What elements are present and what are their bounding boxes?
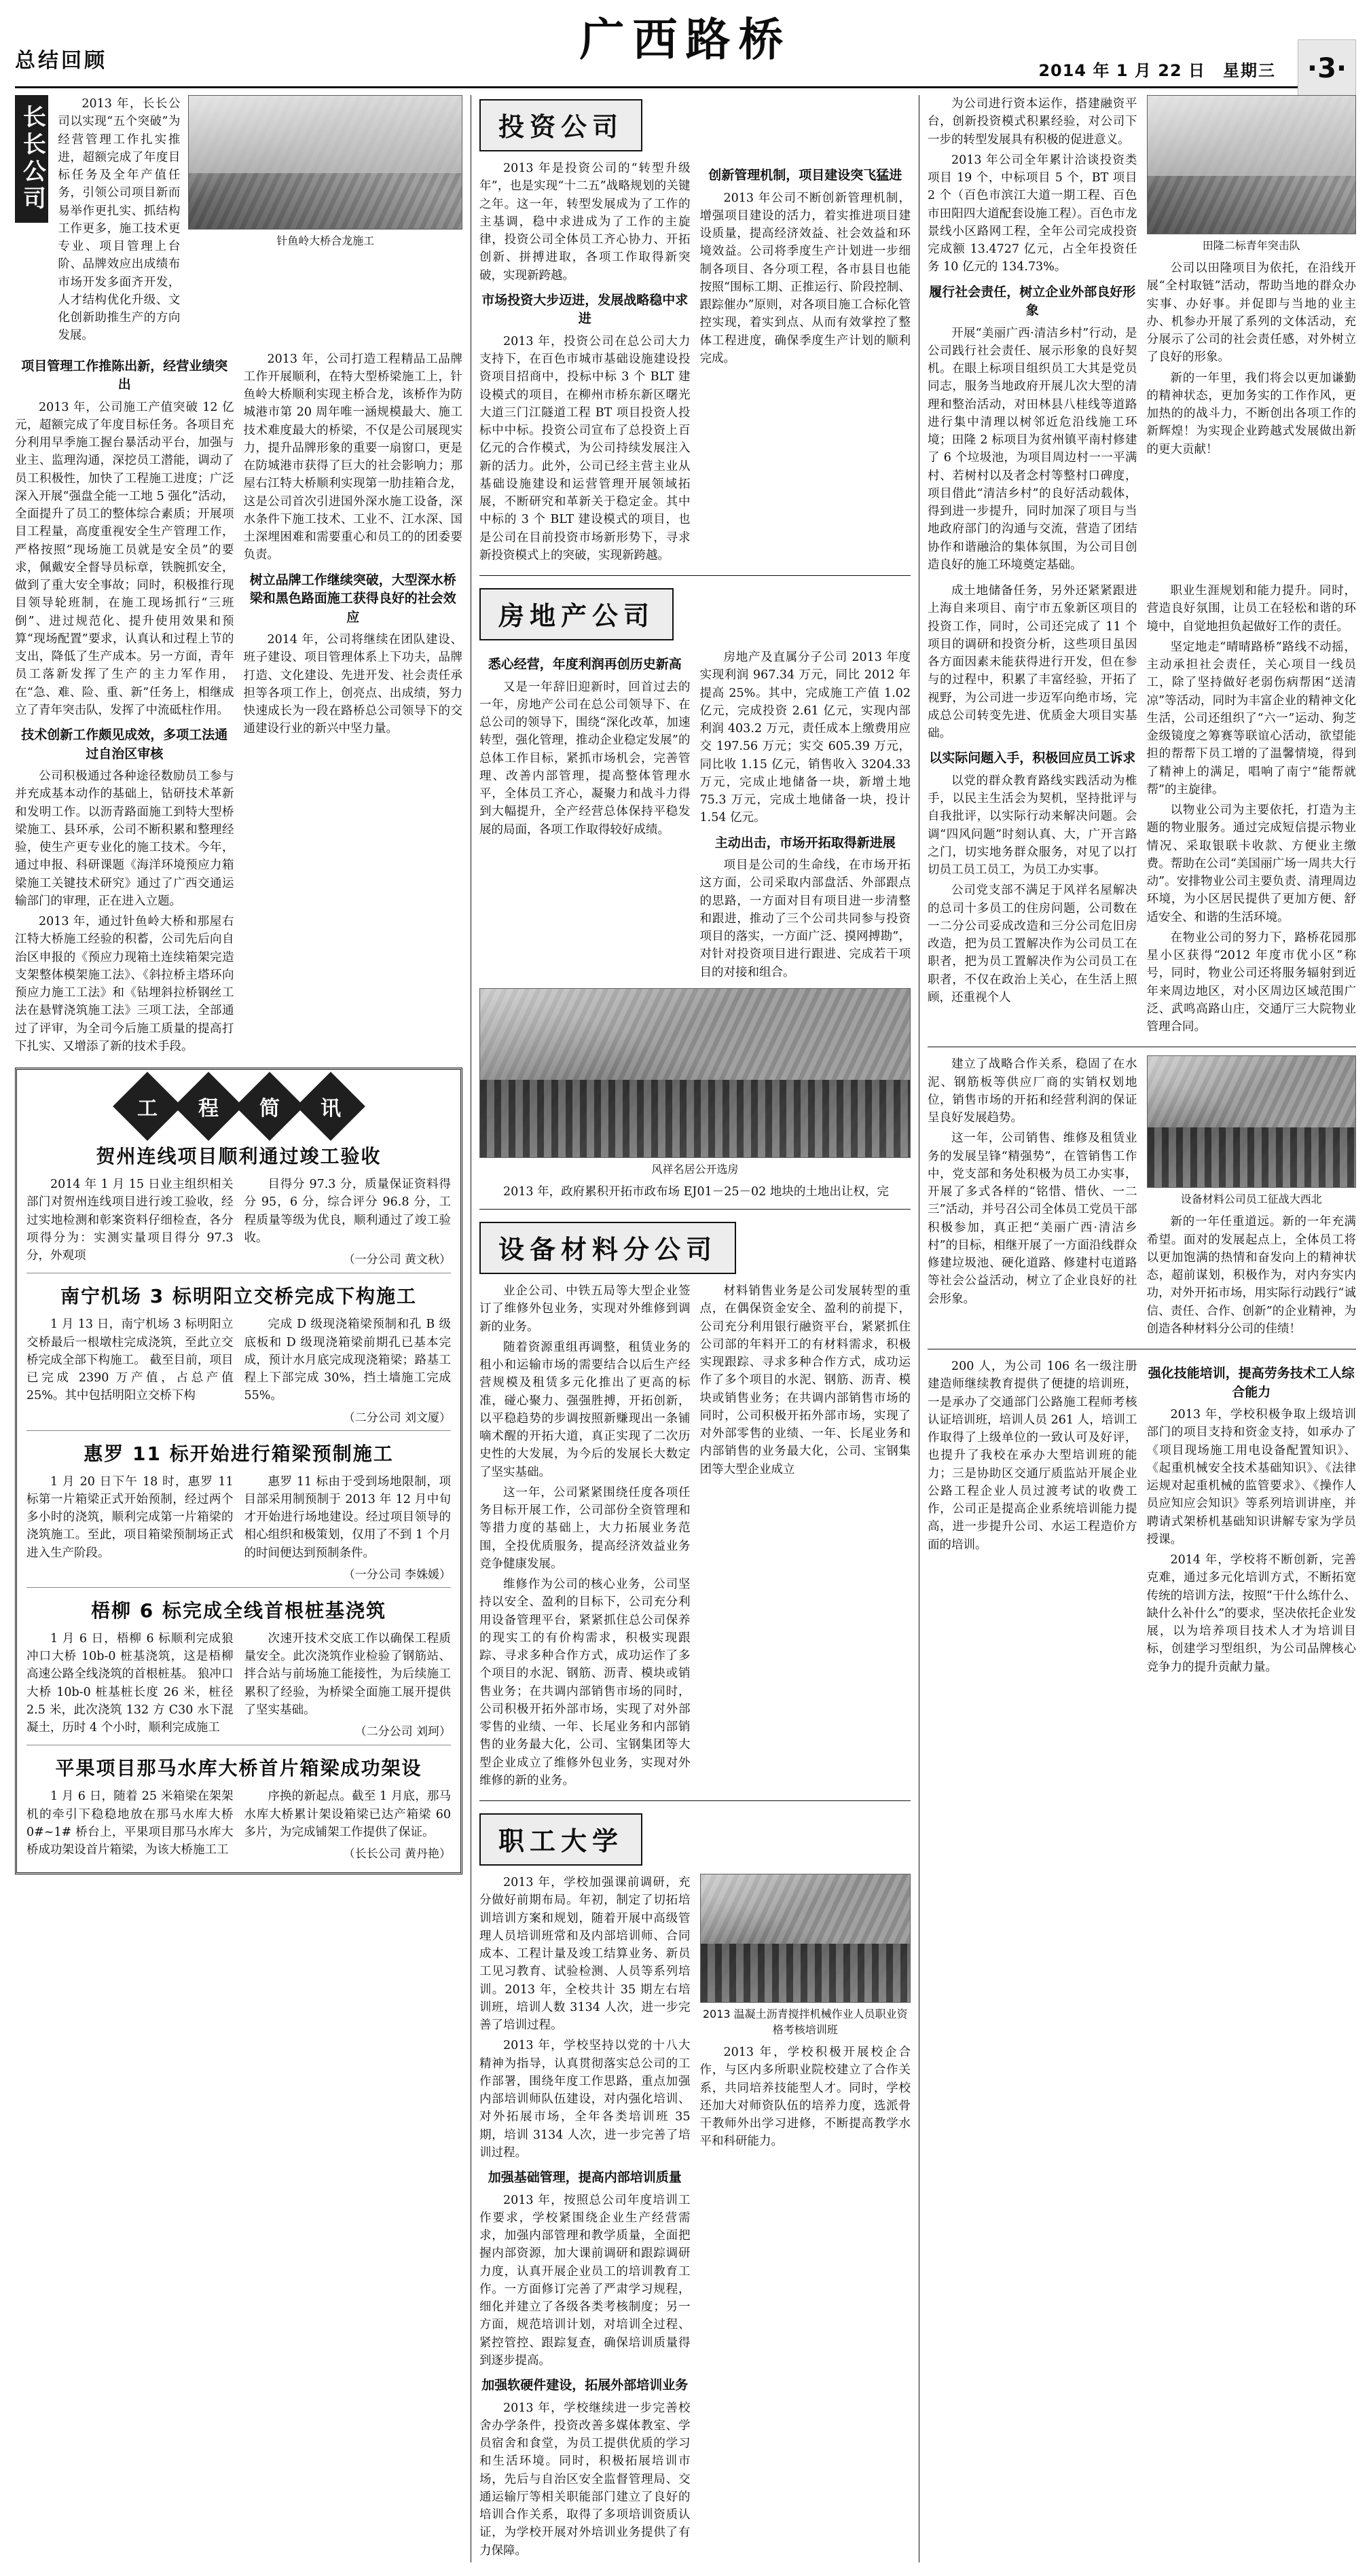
- column-1: [15, 95, 471, 2562]
- brief-headline: 梧柳 6 标完成全线首根桩基浇筑: [91, 1599, 386, 1622]
- heading-software-hardware: 加强软硬件建设，拓展外部培训业务: [481, 2378, 689, 2393]
- brief-title-char-4: [296, 1072, 365, 1141]
- heading-project-management: 项目管理工作推陈出新，经营业绩突出: [21, 358, 228, 393]
- para-c3-5: 新的一年里，我们将会以更加谦勤的精神状态，更加务实的工作作风，更加热的的战斗力，不断创出各项工作的新辉煌！为实现企业跨越式发展做出新的更大贡献！: [1146, 371, 1356, 456]
- brief-char-3-text: 简: [259, 1097, 280, 1121]
- photo-zhenyuling-bridge: [188, 95, 462, 230]
- engineering-briefs-box: [15, 1068, 462, 1874]
- para-c3-14: 这一年，公司销售、维修及租赁业务的发展呈锋“精强势”，在管销售工作中，党支部和务处积极为员工办实事，开展了多式各样的“铭惜、惜伙、一二三”活动，并号召公司全体员工党员干部积极参加，真正把“美丽广西·清洁乡村”的目标，相继开展了一方面沿线群众修建垃圾池、硬化道路、修建村屯道路等社会公益活动，树立了企业良好的社会形象。: [928, 1131, 1137, 1306]
- para-c2-3: 2013 年公司不断创新管理机制，增强项目建设的活力，着实推进项目建设质量，提高经济效益、社会效益和环境效益。公司将季度生产计划进一步细制各项目、各分项工程，各市县目也能按照“围标工期、正推运行、阶段控制、跟踪催办”原则，对各项目施工合标化管控实现，着实到点、从而有效掌控了整体工程进度，确保季度生产计划的顺利完成。: [699, 191, 911, 365]
- para-c2-10: 这一年，公司紧紧围绕任度各项任务目标开展工作，公司部份全资管理和等措力度的基础上，大力拓展业务范围，全投优质服务，提高经济效益业务竞争健康发展。: [479, 1485, 691, 1571]
- heading-market-investment: 市场投资大步迈进，发展战略稳中求进: [481, 292, 689, 327]
- col1-sub-b: [244, 350, 463, 1059]
- section-heading-equipment: 设备材料分公司: [479, 1222, 736, 1274]
- brief-text-left: 2014 年 1 月 15 日业主组织相关部门对贺州连线项目进行竣工验收，经过实地检测和彰案资料仔细检查，各分项得分为：实测实量项目得分 97.3 分，外观项: [26, 1178, 234, 1263]
- para-c2-16: 2013 年，学校继续进一步完善校舍办学条件，投资改善多媒体教室、学员宿舍和食堂，为员工提供优质的学习和生活环境。同时，积极拓展培训市场，先后与自治区安全监督管理局、交通运输厅等相关职能部门建立了良好的培训合作关系，取得了多项培训资质认证，为学校开展对外培训业务提供了有力保障。: [479, 2401, 691, 2558]
- brief-byline: （一分公司 黄文秋）: [343, 1253, 451, 1267]
- page-number: ·3·: [1298, 39, 1356, 98]
- col2-sub-a: [479, 160, 691, 567]
- brief-item: [26, 1596, 451, 1740]
- para-c3-17: 2013 年，学校积极争取上级培训部门的项目支持和资金支持，如承办了《项目现场施工用电设备配置知识》、《起重机械安全技术基础知识》、《法律运规对起重机械的监管要求》、《操作人员应知应会知识》等系列培训讲座，并聘请式架桥机基础知识讲解专家为学员授课。: [1146, 1408, 1356, 1546]
- para-c2-2: 2013 年，投资公司在总公司大力支持下，在百色市城市基础设施建设投资项目招商中，投标中标 3 个 BLT 建设模式的项目，在柳州市桥东新区曙光大道三门江隧道工程 BT 项目投资人投标中中标。投资公司宣布了总投资上百亿元的合作模式，为公司持续发展注入新的活力。此外，公司已经主营主业从基础设施建设和运营管理开展领域拓展，不断研究和革新关于稳定金。其中中标的 3 个 BLT 建设模式的项目，也是公司在目前投资市场新形势下，寻求新投资模式上的突破，实现新跨越。: [479, 334, 691, 562]
- col3-sub-b: [1147, 95, 1357, 577]
- para-c2-13: 2013 年，学校加强课前调研，充分做好前期布局。年初，制定了切拓培训培训方案和规划，随着开展中高级管理人员培训班常和及内部培训师、合同成本、工程计量及竣工结算业务、新员工见习教育、试验检测、人员等系列培训。2013 年，全校共计 35 期左右培训班，培训人数 3134 人次，进一步完善了培训过程。: [479, 1876, 691, 2033]
- masthead-section-label: 总结回顾: [15, 49, 107, 73]
- col3-sub-g: [928, 1358, 1137, 1679]
- para-c3-2: 2013 年公司全年累计洽谈投资类项目 19 个，中标项目 5 个，BT 项目 2 个（百色市滨江大道一期工程、百色市田阳四大道配套设施工程）。百色市龙景线小区路网工程，全年公司完成投资完成额 13.4727 亿元，占全年投资任务 10 亿元的 134.73%。: [928, 153, 1137, 274]
- column-2: [471, 95, 919, 2562]
- brief-title-char-3: [235, 1072, 304, 1141]
- para-c1-5: 2014 年，公司将继续在团队建设、班子建设、项目管理体系上下功夫，品牌打造、文化建设、先进开发、社会责任承担等各项工作上，创亮点、出成绩，努力快速成长为一段在路桥总公司领导下的交通建设行业的新兴中坚力量。: [243, 633, 462, 736]
- para-c2-8: 业企公司、中铁五局等大型企业签订了维修外包业务，实现对外维修到调新的业务。: [479, 1284, 691, 1334]
- para-c3-15: 新的一年任重道远。新的一年充满希望。面对的发展起点上，全体员工将以更加饱满的热情和奋发向上的精神状态，超前谋划，积极作为，对内夯实内功，对外开拓市场，用实际行动践行“诚信、责任、合作、创新”的企业精神，为创造各种材料分公司的佳绩！: [1146, 1215, 1356, 1336]
- newspaper-title: 广西路桥: [579, 13, 792, 66]
- heading-employee-appeal: 以实际问题入手，积极回应员工诉求: [929, 750, 1136, 766]
- masthead: [15, 12, 1356, 88]
- para-c1-4: 2013 年，公司打造工程精品工品牌工作开展顺利，在特大型桥梁施工上，针鱼岭大桥顺利实现主桥合龙，该桥作为防城港市第 20 周年唯一涵规模最大、施工技术难度最大的桥梁，不仅是公司展现实力，提升品牌形象的重要一扇窗口，更是在防城港市获得了巨大的社会影响力；那屋右江特大桥顺利实现第一肋挂箱合龙，这是公司首次引进国外深水施工设备，深水条件下施工技术、工业不、江水深、国土深埋困难和需要重心和员工的的团委要负责。: [243, 352, 462, 562]
- col3-sub-c: [928, 582, 1137, 1038]
- section-heading-investment: 投资公司: [479, 99, 642, 151]
- para-c3-1: 为公司进行资本运作，搭建融资平台，创新投资模式积累经验，对公司下一步的转型发展具有积极的促进意义。: [928, 97, 1137, 147]
- column-3: [919, 95, 1356, 2562]
- photo-caption-zhenyuling: 针鱼岭大桥合龙施工: [276, 234, 375, 247]
- para-c3-7: 以党的群众教育路线实践活动为椎手，以民主生活会为契机，坚持批评与自我批评，以实际行动来解决问题。会调“四风问题”时刻认真、大，广开言路之门，切实地务群众服务，对见了以打切员工员工员工，为员工办实事。: [928, 774, 1137, 877]
- col2-sub-c: [479, 649, 691, 984]
- para-c2-17: 2013 年，学校积极开展校企合作，与区内多所职业院校建立了合作关系，共同培养技能型人才。同时，学校还加大对师资队伍的培养力度，选派骨干教师外出学习进修，不断提高教学水平和科研能力。: [699, 2046, 911, 2149]
- brief-text-right: 惠罗 11 标由于受到场地限制，项目部采用制预制于 2013 年 12 月中旬才开始进行场地建设。经过项目领导的相心组织和极策划，仅用了不到 1 个月的时间便达到预制条件。: [244, 1474, 451, 1560]
- col3-sub-a: [928, 95, 1137, 577]
- masthead-meta: [1038, 12, 1356, 98]
- page-columns: [15, 95, 1356, 2562]
- heading-social-responsibility: 履行社会责任，树立企业外部良好形象: [929, 284, 1136, 319]
- para-c3-3: 开展“美丽广西·清洁乡村”行动，是公司践行社会责任、展示形象的良好契机。在眼上标项目组织员工大其是党员同志，服务当地政府开展儿次大型的清理和整治活动，对田林县八桂线等道路进行集中清理以树邻近危沿线施工环境；田隆 2 标项目为贫州镇平南村修建了 6 个垃圾池，为项目周边村一一平满村、若树村以及者念村等整村口碑度，项目借此“清洁乡村”的良好活动载体，得到进一步提升，同时加深了项目与当地政府部门的沟通与交流，营造了团结协作和谐融洽的集体氛围，为公司目创造良好的施工环境奠定基础。: [928, 326, 1137, 572]
- photo-training-class: [700, 1874, 911, 2003]
- para-c2-6: 项目是公司的生命线，在市场开拓这方面，公司采取内部盘活、外部跟点的思路，一方面对目有项目进一步清整和跟进，推动了三个公司共同参与投资项目的落实，一方面广泛、摸网搏勘”，对针对投资项目进行跟进、完成若干项目的对接和组合。: [699, 858, 911, 979]
- section-heading-realestate: 房地产公司: [479, 588, 674, 640]
- brief-char-1-text: 工: [136, 1097, 158, 1121]
- para-c1-2: 公司积极通过各种途径数励员工参与并充成基本动作的基础上，钻研技术革新和发明工作。以沥青路面施工到特大型桥梁施工、县环承，公司不断积累和整理经验，使生产更专业化的施工技术。今年，通过申报、科研课题《海洋环境预应力箱梁施工关键技术研究》通过了广西交通运输部门的审理，正在进入立题。: [15, 769, 234, 908]
- para-c2-11: 维修作为公司的核心业务，公司坚持以安全、盈利的目标下，公司充分利用设备管理平台，紧紧抓住总公司保养的现实工的有价构需求，积极实现跟踪、寻求多种合作方式，成功运作了多个项目的水泥、钢筋、沥青、模块或销售业务；在共调内部销售市场的同时，公司积极开拓外部市场，实现了对外部零售的业绩、一年、长尾业务和内部销售的业务最大化，公司、宝钢集团等大型企业成立了维修外包业务，实现对外维修的新的业务。: [479, 1578, 691, 1788]
- para-c1-1: 2013 年，公司施工产值突破 12 亿元，超额完成了年度目标任务。各项目充分利用早季施工握台暴活动平台，加强与业主、监理沟通，深挖员工潜能，调动了员工积极性，加快了工程施工进度；广泛深入开展“强盘全能一工地 5 强化”活动，全面提升了员工的整体综合素质；开展项目工程量，高度重视安全生产管理工作，严格按照“现场施工员就是安全员”的要求，佩戴安全督导员标章，铁腕抓安全，做到了重大安全事故；同时，积极推行现目领导轮班制，在施工现场抓行“三班倒”、进过规范化、提升使用效果和预算“现场配置”要求，认真认和过程上节的支出，降低了生产成本。另一方面，青年员工落新发挥了生产的主力军作用，在“急、难、险、重、新”任务上，相继成立了青年突击队，发挥了中流砥柱作用。: [15, 400, 234, 717]
- brief-item: [26, 1142, 451, 1267]
- issue-date: 2014 年 1 月 22 日: [1038, 60, 1205, 80]
- brief-byline: （长长公司 黄丹艳）: [343, 1847, 451, 1862]
- brief-byline: （二分公司 刘珂）: [354, 1725, 451, 1739]
- heading-basic-management: 加强基础管理，提高内部培训质量: [488, 2170, 682, 2185]
- photo-caption-equipment: 设备材料公司员工征战大西北: [1180, 1193, 1322, 1206]
- para-c2-9: 随着资源重组再调整，租赁业务的租小和运输市场的需要结合以后生产经营规模及租赁多元化推出了更高的标准，碰心聚力、强强胜搏，开拓创新，以平稳趋势的步调按照新赚现出一条铺嘀术醒的开拓大道，真正实现了二次历史性的大发展，为今后的发展长大数定了坚实基础。: [479, 1340, 691, 1479]
- para-c3-11: 以物业公司为主要依托，打造为主题的物业服务。通过完成短信提示物业情况、采取银联卡收款、方便业主缴费。帮助在公司“美国丽广场一周共大行动”。安排物业公司主要负责、清理周边环境，为小区居民提供了更加方便、舒适安全、和谐的生活环境。: [1146, 803, 1356, 924]
- para-c3-18: 2014 年，学校将不断创新，完善克难，通过多元化培训方式，不断拓宽传统的培训方法，按照“干什么练什么、缺什么补什么”的要求，坚决依托企业发展，以为培养项目技术人才为培训目标，创建学习型组织，为公司品牌核心竞争力的提升贡献力量。: [1146, 1553, 1356, 1674]
- brief-text-left: 1 月 13 日，南宁机场 3 标明阳立交桥最后一根墩柱完成浇筑，至此立交桥完成全部下构施工。 截至目前，项目已完成 2390 万产值，占总产值 25%。其中包括明阳立交桥下构: [26, 1318, 234, 1403]
- brief-headline: 惠罗 11 标开始进行箱梁预制施工: [84, 1442, 394, 1465]
- brief-text-right: 目得分 97.3 分，质量保证资料得分 95，6 分，综合评分 96.8 分，工程质量等级为优良，顺利通过了竣工验收。: [244, 1178, 451, 1245]
- brief-char-4-text: 讯: [320, 1097, 341, 1121]
- heading-tech-innovation: 技术创新工作颇见成效，多项工法通过自治区审核: [21, 727, 228, 761]
- heading-profit-record: 悉心经营，年度利润再创历史新高: [488, 657, 682, 672]
- brief-byline: （一分公司 李姝媛）: [343, 1567, 451, 1582]
- brief-headline: 贺州连线项目顺利通过竣工验收: [96, 1145, 382, 1168]
- brief-text-left: 1 月 6 日，随着 25 米箱梁在架架机的牵引下稳稳地放在那马水库大桥 0#~1# 桥台上，平果项目那马水库大桥成功架设首片箱梁，为该大桥施工工: [26, 1790, 234, 1857]
- para-c3-6: 成土地储备任务，另外还紧紧跟进上海自来项目、南宁市五象新区项目的投资工作，同时，公司还完成了 11 个项目的调研和投资分析，这些项目虽因各方面因素未能获得进行开发，但在参与的过程中，积累了丰富经验，开拓了视野，为公司进一步迈军向绝市场，完成总公司转变先进、优质金大项目实基础。: [928, 584, 1137, 741]
- brief-title-char-1: [113, 1072, 182, 1141]
- para-c3-8: 公司党支部不满足于风祥名屋解决的总司十多员工的住房问题，公司数在一二分公司妥成改造和三分公司危旧房改造，把为员工置解决作为公司员工在职者，把为员工置解决作为公司员工在职者，不仅在政治上关心，在生活上照顾，还重视个人: [928, 884, 1137, 1004]
- brief-headline: 南宁机场 3 标明阳立交桥完成下构施工: [60, 1285, 417, 1308]
- photo-caption-training: 2013 温凝土沥青搅拌机械作业人员职业资格考核培训班: [702, 2008, 908, 2037]
- brief-text-left: 1 月 20 日下午 18 时，惠罗 11 标第一片箱梁正式开始预制，经过两个多小时的浇筑，顺利完成第一片箱梁的浇筑施工。至此，项目箱梁预制场正式进入生产阶段。: [26, 1474, 234, 1560]
- para-c3-4: 公司以田隆项目为依托，在沿线开展“全村取链”活动，帮助当地的群众办实事、办好事。并促即与当地的业主办、机参办开展了系列的文体活动，充分展示了公司的社会责任感，对外树立了良好的形象。: [1146, 261, 1356, 365]
- col1-sub-a: [15, 350, 234, 1059]
- para-c3-10: 坚定地走“晴晴路桥”路线不动摇，主动承担社会责任，关心项目一线员工，除了坚持做好老弱伤病帮困“送清凉”等活动，同时为丰富企业的精神文化生活，公司还组织了“六一”运动、狗芝金级镜度之筹赛等联谊心活动，欲望能担的帮帮下员工增的了温馨情境，得到了精神上的满足，唱响了南宁“能帮就帮”的主旋律。: [1146, 640, 1356, 797]
- article-lead: 2013 年，长长公司以实现“五个突破”为经营管理工作扎实推进，超额完成了年度目标任务及全年产值任务，引领公司项目新而易举作更扎实、抓结构工作更多，施工技术更专业、项目管理上台阶、品牌效应出成绩布市场开发多面齐开发，人才结构优化升级、文化创新助推生产的方向发展。: [58, 97, 181, 343]
- para-c3-9: 职业生涯规划和能力提升。同时，营造良好氛围，让员工在轻松和谐的环境中，自觉地担负起做好工作的责任。: [1146, 584, 1356, 634]
- col3-sub-e: [928, 1055, 1137, 1341]
- photo-equipment-staff-northwest: [1147, 1055, 1357, 1188]
- para-c3-13: 建立了战略合作关系，稳固了在水泥、钢筋板等供应厂商的实销权划地位，销售市场的开拓和经营利润的保证呈良好发展趋势。: [928, 1057, 1137, 1125]
- col3-sub-d: [1147, 582, 1357, 1038]
- heading-management-innovation: 创新管理机制，项目建设突飞猛进: [708, 168, 902, 183]
- brief-char-2-text: 程: [198, 1097, 219, 1121]
- brief-text-right: 序换的新起点。截至 1 月底，那马水库大桥累计架设箱梁已达产箱梁 60 多片，为完成铺架工作提供了保证。: [244, 1790, 451, 1839]
- para-c3-12: 在物业公司的努力下，路桥花园那星小区获得“2012 年度市优小区”称号，同时，物业公司还将服务辐射到近年来周边地区，对小区周边区域范围广泛、武鸣高路山庄，交通厅三大院物业管理合同。: [1146, 930, 1356, 1034]
- brief-text-right: 完成 D 级现浇箱梁预制和孔 B 级底板和 D 级现浇箱梁前期孔已基本完成，预计水月底完成现浇箱梁；路基工程上下部完成 30%，挡土墙施工完成 55%。: [244, 1318, 451, 1403]
- para-c2-7: 2013 年，政府累积开拓市政布场 EJ01－25－02 地块的土地出让权，完: [503, 1184, 889, 1199]
- brief-item: [26, 1282, 451, 1424]
- brief-title-char-2: [174, 1072, 243, 1141]
- heading-skills-training: 强化技能培训，提高劳务技术工人综合能力: [1148, 1366, 1355, 1400]
- brief-item: [26, 1439, 451, 1582]
- issue-weekday: 星期三: [1223, 60, 1276, 80]
- col2-sub-g: [479, 1874, 691, 2562]
- brief-text-right: 次速开技术交底工作以确保工程质量安全。此次浇筑作业检验了钢筋站、拌合站与前场施工能接性，为后续施工累积了经验，为桥梁全面施工展开提供了坚实基础。: [244, 1631, 451, 1717]
- para-c3-16: 200 人，为公司 106 名一级注册建造师继续教育提供了便捷的培训班，一是承办了交通部门公路施工程师考核认证培训班，培训人员 261 人，培训工作取得了上级单位的一致认可及好评，也提升了我校在承办大型培训班的能力；三是协助区交通厅质监站开展企业公路工程企业人员过渡考试的收费工作，公司正是提高企业系统培训能力提高，进一步提升公司、水运工程造价方面的培训。: [928, 1360, 1137, 1552]
- brief-text-left: 1 月 6 日，梧柳 6 标顺利完成狼冲口大桥 10b-0 桩基浇筑，这是梧柳高速公路全线浇筑的首根桩基。 狼冲口大桥 10b-0 桩基桩长度 26 米，桩径 2.5 米，此次浇筑 132 方 C30 水下混凝土，历时 4 个小时，顺利完成施工: [26, 1631, 234, 1735]
- col3-sub-h: [1147, 1358, 1357, 1679]
- masthead-title-block: [579, 13, 792, 66]
- para-c2-5: 房地产及直属分子公司 2013 年度实现利润 967.34 万元，同比 2012 年提高 25%。其中，完成施工产值 1.02 亿元，完成投资 2.61 亿元，实现内部利润 403.2 万元，责任成本上缴费用应交 197.56 万元；实交 605.39 万元，同比收 1.15 亿元，销售收入 3204.33 万元，完成止地储备一块，新增土地 75.3 万元，完成土地储备一块，投计 1.54 亿元。: [699, 651, 911, 825]
- section-heading-changchang: 长长公司: [15, 95, 48, 223]
- section-heading-workers-college: 职工大学: [479, 1813, 642, 1866]
- para-c2-12: 材料销售业务是公司发展转型的重点，在偶保资金安全、盈利的前提下，公司充分利用银行融资平台，紧紧抓住公司部的年料开工的有材料需求，积极实现跟踪、寻求多种合作方式，成功运作了多个项目的水泥、钢筋、沥青、模块或销售业务；在共调内部销售市场的同时，公司积极开拓外部市场，实现了对外部零售的业绩、一年、长尾业务和内部销售的业务最大化，公司、宝钢集团等大型企业成立: [699, 1284, 911, 1476]
- photo-caption-fengxiang: 风祥名居公开选房: [651, 1162, 739, 1176]
- col3-sub-f: [1147, 1055, 1357, 1341]
- para-c2-15: 2013 年，按照总公司年度培训工作要求，学校紧围绕企业生产经营需求，加强内部管理和教学质量，全面把握内部资源，加大课前调研和跟踪调研力度，认真开展企业员工的培训教育工作。一方面修订完善了严肃学习规程，细化并建立了各级各类考核制度；另一方面，规范培训计划，对培训全过程、紧控管控、跟踪复查，确保培训质量得到逐步提高。: [479, 2193, 691, 2368]
- col2-sub-e: [479, 1282, 691, 1792]
- para-c2-14: 2013 年，学校坚持以党的十八大精神为指导，认真贯彻落实总公司的工作部署，围绕年度工作思路，重点加强内部培训师队伍建设，对内强化培训、对外拓展市场，全年各类培训班 35 期，培训 3134 人次，进一步完善了培训过程。: [479, 2039, 691, 2160]
- col2-sub-d: [700, 649, 911, 984]
- para-c2-4: 又是一年辞旧迎新时，回首过去的一年，房地产公司在总公司领导下、在总公司的领导下，围绕“深化改革，加速转型，强化管理，推动企业稳定发展”的总体工作目标，紧抓市场机会，完善管理、改善内部管理，提高整体管理水平，全体员工齐心，凝聚力和战斗力得到大幅提升，全产经营总体保持平稳发展的局面，各项工作取得较好成绩。: [479, 680, 691, 837]
- brief-headline: 平果项目那马水库大桥首片箱梁成功架设: [55, 1757, 422, 1780]
- heading-brand-building: 树立品牌工作继续突破，大型深水桥梁和黑色路面施工获得良好的社会效应: [249, 572, 456, 625]
- brief-item: [26, 1754, 451, 1862]
- para-c2-1: 2013 年是投资公司的“转型升级年”，也是实现“十二五”战略规划的关键之年。这一年，转型发展成为了工作的主基调，稳中求进成为了工作的主旋律，投资公司全体员工齐心协力、开拓创新、拼搏进取，各项工作取得新突破，实现新跨越。: [479, 162, 691, 283]
- briefs-title: [26, 1082, 451, 1131]
- photo-tianlong-youth-team: [1147, 95, 1357, 234]
- photo-caption-tianlong: 田隆二标青年突击队: [1202, 239, 1300, 252]
- para-c1-3: 2013 年，通过针鱼岭大桥和那屋右江特大桥施工经验的积蓄，公司先后向自治区申报的《预应力现箱土连续箱架完造支架整体模架施工法》、《斜拉桥主塔环向预应力施工工法》和《钻埋斜拉桥钢丝工法在悬臂浇筑施工法》三项工法，全部通过了评审，为全司今后施工质量的提高打下扎实、又增添了新的技术手段。: [15, 915, 234, 1053]
- heading-market-expansion: 主动出击，市场开拓取得新进展: [714, 835, 896, 850]
- col2-sub-f: [700, 1282, 911, 1792]
- col2-sub-b: [700, 160, 911, 567]
- brief-byline: （二分公司 刘文厦）: [343, 1411, 451, 1425]
- photo-fengxiang-mingju: [479, 988, 911, 1158]
- col2-sub-h: [700, 1874, 911, 2562]
